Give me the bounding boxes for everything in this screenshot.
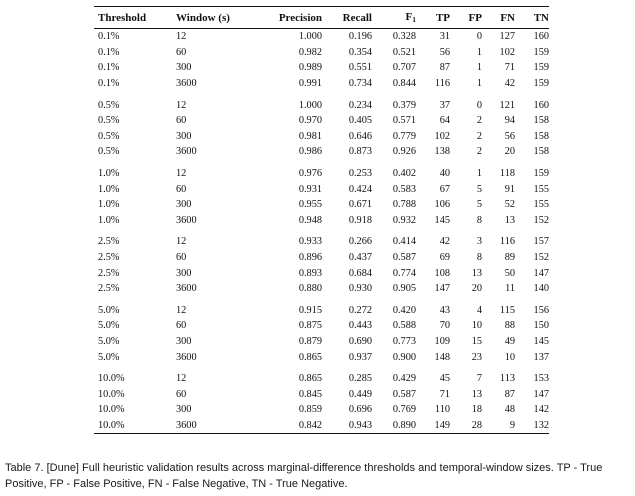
cell-recall: 0.443 — [348, 320, 372, 332]
cell-f1: 0.420 — [392, 304, 416, 316]
header-f1 — [372, 7, 416, 29]
cell-fp: 3 — [476, 236, 482, 248]
results-table-container — [94, 6, 549, 434]
cell-window: 3600 — [176, 351, 197, 363]
cell-recall: 0.671 — [348, 199, 372, 211]
table-row — [94, 97, 549, 113]
cell-window: 3600 — [176, 146, 197, 158]
cell-threshold: 0.1% — [98, 62, 120, 74]
table-row — [94, 250, 549, 266]
cell-threshold: 1.0% — [98, 183, 120, 195]
cell-tp: 43 — [439, 304, 450, 316]
cell-fp: 0 — [476, 99, 482, 111]
table-row — [94, 60, 549, 76]
header-precision: Precision — [258, 7, 322, 29]
cell-recall: 0.551 — [348, 62, 372, 74]
cell-threshold: 0.5% — [98, 130, 120, 142]
cell-recall: 0.424 — [348, 183, 372, 195]
header-threshold: Threshold — [94, 7, 172, 29]
cell-f1: 0.926 — [392, 146, 416, 158]
cell-fn: 13 — [504, 214, 515, 226]
cell-window: 300 — [176, 335, 192, 347]
cell-recall: 0.696 — [348, 404, 372, 416]
header-fp: FP — [450, 7, 482, 29]
cell-precision: 0.875 — [298, 320, 322, 332]
cell-tn: 152 — [533, 252, 549, 264]
table-row — [94, 144, 549, 160]
cell-window: 300 — [176, 199, 192, 211]
cell-fp: 13 — [471, 267, 482, 279]
cell-window: 3600 — [172, 418, 258, 434]
cell-recall: 0.234 — [348, 99, 372, 111]
cell-f1: 0.932 — [392, 214, 416, 226]
cell-recall: 0.449 — [348, 388, 372, 400]
cell-fn: 102 — [499, 46, 515, 58]
cell-fn: 94 — [504, 115, 515, 127]
cell-recall: 0.918 — [348, 214, 372, 226]
table-row — [94, 418, 549, 434]
cell-fn: 127 — [499, 31, 515, 43]
cell-fp: 1 — [476, 168, 482, 180]
table-row — [94, 386, 549, 402]
cell-precision: 1.000 — [298, 31, 322, 43]
cell-tp: 70 — [439, 320, 450, 332]
cell-tp: 64 — [439, 115, 450, 127]
cell-tn: 159 — [533, 62, 549, 74]
cell-f1: 0.588 — [392, 320, 416, 332]
cell-precision: 0.859 — [298, 404, 322, 416]
cell-precision: 0.880 — [298, 283, 322, 295]
cell-precision: 0.879 — [298, 335, 322, 347]
cell-tp: 108 — [434, 267, 450, 279]
cell-fp: 10 — [471, 320, 482, 332]
cell-recall: 0.690 — [348, 335, 372, 347]
cell-threshold: 0.1% — [98, 31, 120, 43]
cell-recall: 0.937 — [348, 351, 372, 363]
cell-fn: 20 — [504, 146, 515, 158]
cell-fp: 2 — [476, 146, 482, 158]
cell-precision: 0.986 — [298, 146, 322, 158]
cell-window: 12 — [176, 236, 187, 248]
cell-tn: 159 — [533, 168, 549, 180]
cell-window: 12 — [176, 31, 187, 43]
cell-recall: 0.646 — [348, 130, 372, 142]
cell-tp: 42 — [439, 236, 450, 248]
cell-fp: 1 — [476, 46, 482, 58]
cell-window: 12 — [176, 373, 187, 385]
cell-threshold: 5.0% — [98, 320, 120, 332]
cell-window: 60 — [176, 252, 187, 264]
cell-tn: 155 — [533, 199, 549, 211]
cell-f1: 0.583 — [392, 183, 416, 195]
cell-precision: 0.970 — [298, 115, 322, 127]
cell-fp: 23 — [471, 351, 482, 363]
cell-threshold: 1.0% — [98, 168, 120, 180]
table-row — [94, 129, 549, 145]
cell-recall: 0.354 — [348, 46, 372, 58]
cell-f1: 0.844 — [392, 78, 416, 90]
cell-recall: 0.930 — [348, 283, 372, 295]
cell-threshold: 5.0% — [98, 335, 120, 347]
table-row — [94, 166, 549, 182]
header-recall: Recall — [322, 7, 372, 29]
cell-threshold: 0.5% — [98, 99, 120, 111]
header-f1-subscript: 1 — [412, 15, 416, 24]
cell-f1: 0.890 — [372, 418, 416, 434]
cell-precision: 0.865 — [298, 373, 322, 385]
cell-window: 300 — [176, 130, 192, 142]
cell-fn: 42 — [504, 78, 515, 90]
cell-f1: 0.587 — [392, 252, 416, 264]
cell-tn: 159 — [533, 46, 549, 58]
cell-f1: 0.773 — [392, 335, 416, 347]
cell-threshold: 2.5% — [98, 283, 120, 295]
cell-f1: 0.414 — [392, 236, 416, 248]
cell-window: 300 — [176, 404, 192, 416]
cell-tp: 40 — [439, 168, 450, 180]
cell-tn: 140 — [533, 283, 549, 295]
cell-fn: 88 — [504, 320, 515, 332]
cell-window: 60 — [176, 115, 187, 127]
cell-threshold: 10.0% — [94, 418, 172, 434]
cell-recall: 0.873 — [348, 146, 372, 158]
cell-precision: 0.933 — [298, 236, 322, 248]
cell-fn: 89 — [504, 252, 515, 264]
cell-f1: 0.900 — [392, 351, 416, 363]
cell-precision: 1.000 — [298, 99, 322, 111]
cell-f1: 0.429 — [392, 373, 416, 385]
cell-fp: 1 — [476, 62, 482, 74]
cell-precision: 0.955 — [298, 199, 322, 211]
cell-tn: 156 — [533, 304, 549, 316]
cell-window: 60 — [176, 183, 187, 195]
cell-fp: 5 — [476, 199, 482, 211]
cell-precision: 0.896 — [298, 252, 322, 264]
cell-tp: 56 — [439, 46, 450, 58]
cell-recall: 0.253 — [348, 168, 372, 180]
cell-recall: 0.734 — [348, 78, 372, 90]
cell-tn: 147 — [533, 267, 549, 279]
cell-tn: 147 — [533, 388, 549, 400]
cell-threshold: 2.5% — [98, 267, 120, 279]
cell-tp: 71 — [439, 388, 450, 400]
cell-tp: 147 — [434, 283, 450, 295]
cell-fp: 2 — [476, 130, 482, 142]
cell-fn: 87 — [504, 388, 515, 400]
cell-tn: 158 — [533, 130, 549, 142]
cell-threshold: 10.0% — [98, 373, 125, 385]
cell-precision: 0.842 — [258, 418, 322, 434]
cell-fn: 118 — [499, 168, 515, 180]
cell-tn: 160 — [533, 99, 549, 111]
cell-recall: 0.943 — [322, 418, 372, 434]
cell-recall: 0.285 — [348, 373, 372, 385]
cell-fn: 113 — [499, 373, 515, 385]
cell-precision: 0.931 — [298, 183, 322, 195]
cell-f1: 0.521 — [392, 46, 416, 58]
cell-precision: 0.976 — [298, 168, 322, 180]
cell-tn: 145 — [533, 335, 549, 347]
cell-tp: 110 — [434, 404, 450, 416]
cell-precision: 0.948 — [298, 214, 322, 226]
table-row — [94, 76, 549, 92]
cell-window: 3600 — [176, 214, 197, 226]
cell-precision: 0.893 — [298, 267, 322, 279]
header-row — [94, 7, 549, 29]
cell-fp: 28 — [450, 418, 482, 434]
cell-threshold: 5.0% — [98, 304, 120, 316]
table-row — [94, 197, 549, 213]
cell-threshold: 5.0% — [98, 351, 120, 363]
cell-f1: 0.379 — [392, 99, 416, 111]
cell-tn: 155 — [533, 183, 549, 195]
cell-fn: 116 — [499, 236, 515, 248]
header-tp: TP — [416, 7, 450, 29]
cell-tn: 150 — [533, 320, 549, 332]
cell-fp: 5 — [476, 183, 482, 195]
table-row — [94, 281, 549, 297]
table-row — [94, 318, 549, 334]
cell-fn: 10 — [504, 351, 515, 363]
cell-threshold: 0.5% — [98, 146, 120, 158]
cell-f1: 0.769 — [392, 404, 416, 416]
cell-tp: 67 — [439, 183, 450, 195]
cell-fp: 18 — [471, 404, 482, 416]
header-tn: TN — [515, 7, 549, 29]
cell-recall: 0.196 — [348, 31, 372, 43]
cell-fn: 71 — [504, 62, 515, 74]
table-row — [94, 371, 549, 387]
cell-f1: 0.779 — [392, 130, 416, 142]
cell-fp: 2 — [476, 115, 482, 127]
cell-fn: 50 — [504, 267, 515, 279]
table-row — [94, 113, 549, 129]
cell-recall: 0.684 — [348, 267, 372, 279]
cell-window: 12 — [176, 99, 187, 111]
cell-threshold: 0.5% — [98, 115, 120, 127]
cell-fp: 20 — [471, 283, 482, 295]
cell-fn: 11 — [505, 283, 515, 295]
table-row — [94, 45, 549, 61]
table-row — [94, 349, 549, 365]
cell-threshold: 1.0% — [98, 199, 120, 211]
cell-tn: 153 — [533, 373, 549, 385]
cell-tp: 145 — [434, 214, 450, 226]
cell-threshold: 10.0% — [98, 404, 125, 416]
cell-precision: 0.865 — [298, 351, 322, 363]
cell-threshold: 10.0% — [98, 388, 125, 400]
cell-tp: 87 — [439, 62, 450, 74]
cell-tp: 45 — [439, 373, 450, 385]
cell-fp: 8 — [476, 214, 482, 226]
cell-tp: 31 — [439, 31, 450, 43]
cell-fn: 9 — [482, 418, 515, 434]
validation-results-table — [94, 6, 549, 434]
cell-recall: 0.272 — [348, 304, 372, 316]
cell-tp: 106 — [434, 199, 450, 211]
cell-tp: 138 — [434, 146, 450, 158]
cell-window: 300 — [176, 62, 192, 74]
table-row — [94, 334, 549, 350]
cell-tn: 132 — [515, 418, 549, 434]
table-row — [94, 181, 549, 197]
cell-window: 60 — [176, 320, 187, 332]
cell-f1: 0.328 — [392, 31, 416, 43]
cell-fn: 49 — [504, 335, 515, 347]
table-header — [94, 7, 549, 29]
cell-f1: 0.905 — [392, 283, 416, 295]
table-row — [94, 29, 549, 45]
table-body — [94, 29, 549, 434]
cell-tp: 109 — [434, 335, 450, 347]
cell-tn: 158 — [533, 146, 549, 158]
table-caption: Table 7. [Dune] Full heuristic validation results across marginal-difference thresholds and temporal-window sizes. TP - True Positive, FP - False Positive, FN - False Negative, TN - True Negative. — [5, 462, 603, 490]
cell-recall: 0.266 — [348, 236, 372, 248]
cell-threshold: 2.5% — [98, 252, 120, 264]
cell-fp: 13 — [471, 388, 482, 400]
cell-tp: 69 — [439, 252, 450, 264]
cell-window: 12 — [176, 168, 187, 180]
cell-tn: 137 — [533, 351, 549, 363]
cell-fp: 1 — [476, 78, 482, 90]
cell-f1: 0.587 — [392, 388, 416, 400]
cell-fp: 0 — [476, 31, 482, 43]
cell-fp: 7 — [476, 373, 482, 385]
table-row — [94, 303, 549, 319]
cell-tn: 159 — [533, 78, 549, 90]
table-row — [94, 234, 549, 250]
cell-tn: 158 — [533, 115, 549, 127]
cell-fn: 52 — [504, 199, 515, 211]
cell-tp: 102 — [434, 130, 450, 142]
cell-window: 3600 — [176, 283, 197, 295]
cell-window: 12 — [176, 304, 187, 316]
cell-tp: 149 — [416, 418, 450, 434]
cell-precision: 0.981 — [298, 130, 322, 142]
table-row — [94, 265, 549, 281]
cell-precision: 0.989 — [298, 62, 322, 74]
cell-tn: 160 — [533, 31, 549, 43]
cell-precision: 0.982 — [298, 46, 322, 58]
cell-window: 300 — [176, 267, 192, 279]
cell-f1: 0.774 — [392, 267, 416, 279]
cell-f1: 0.707 — [392, 62, 416, 74]
header-fn: FN — [482, 7, 515, 29]
cell-window: 60 — [176, 388, 187, 400]
table-row — [94, 213, 549, 229]
cell-fn: 121 — [499, 99, 515, 111]
cell-f1: 0.788 — [392, 199, 416, 211]
cell-tn: 142 — [533, 404, 549, 416]
cell-window: 3600 — [176, 78, 197, 90]
cell-fn: 48 — [504, 404, 515, 416]
cell-threshold: 0.1% — [98, 46, 120, 58]
cell-precision: 0.845 — [298, 388, 322, 400]
cell-tn: 157 — [533, 236, 549, 248]
cell-f1: 0.402 — [392, 168, 416, 180]
cell-tn: 152 — [533, 214, 549, 226]
header-f1-base: F — [405, 11, 413, 23]
cell-tp: 116 — [434, 78, 450, 90]
cell-fn: 115 — [499, 304, 515, 316]
cell-threshold: 2.5% — [98, 236, 120, 248]
cell-recall: 0.437 — [348, 252, 372, 264]
cell-tp: 37 — [439, 99, 450, 111]
cell-fp: 8 — [476, 252, 482, 264]
cell-fn: 56 — [504, 130, 515, 142]
header-window: Window (s) — [172, 7, 258, 29]
cell-f1: 0.571 — [392, 115, 416, 127]
cell-tp: 148 — [434, 351, 450, 363]
cell-window: 60 — [176, 46, 187, 58]
cell-fp: 15 — [471, 335, 482, 347]
cell-threshold: 0.1% — [98, 78, 120, 90]
cell-threshold: 1.0% — [98, 214, 120, 226]
cell-precision: 0.915 — [298, 304, 322, 316]
cell-precision: 0.991 — [298, 78, 322, 90]
cell-fn: 91 — [504, 183, 515, 195]
cell-fp: 4 — [476, 304, 482, 316]
cell-recall: 0.405 — [348, 115, 372, 127]
table-row — [94, 402, 549, 418]
